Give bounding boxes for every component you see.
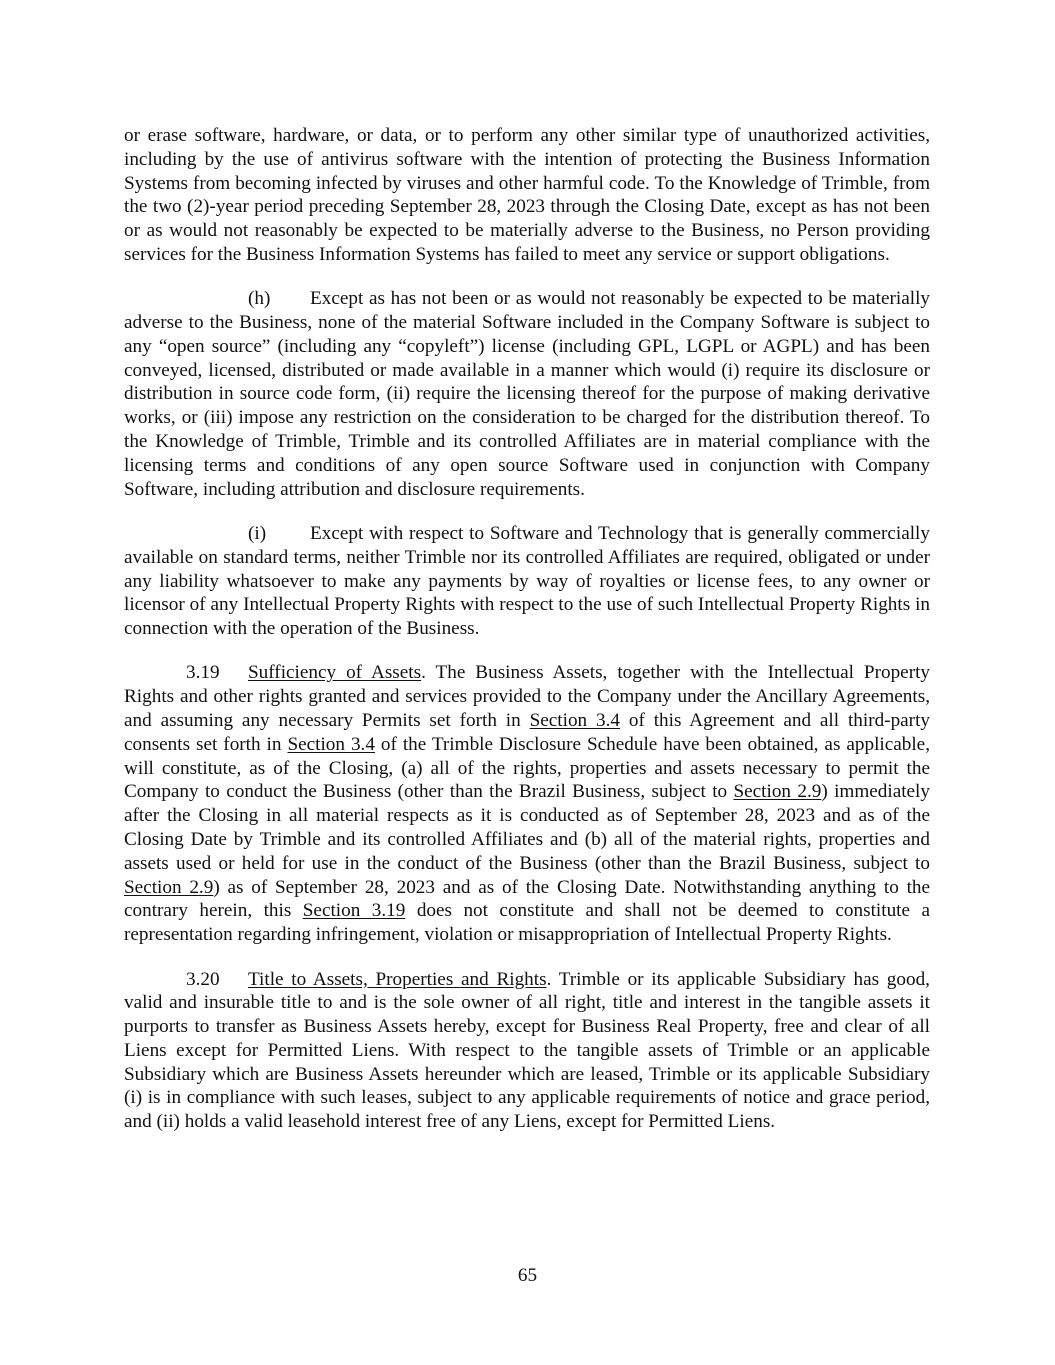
section-3-19-text-2: of this Agreement and all third-party consents set forth in (124, 710, 930, 755)
cross-reference-section-2-9[interactable]: Section 2.9 (733, 781, 822, 803)
section-3-20-text: . Trimble or its applicable Subsidiary has good, valid and insurable title to and is the sole owner of all right, title and interest in the tangible assets it purports to transfer as Business Assets hereby, except for Business Real Property, free and clear of all Liens except for Permitted Liens. With respect to the tangible assets of Trimble or an applicable Subsidiary which are Business Assets hereunder which are leased, Trimble or its applicable Subsidiary (i) is in compliance with such leases, subject to any applicable requirements of notice and grace period, and (ii) holds a valid leasehold interest free of any Liens, except for Permitted Liens. (124, 968, 930, 1133)
section-3-19-text-5: ) as of September 28, 2023 and as of the Closing Date. Notwithstanding anything to the contrary herein, this (124, 876, 931, 922)
cross-reference-section-3-19[interactable]: Section 3.19 (302, 900, 406, 922)
paragraph-g-continuation: or erase software, hardware, or data, or to perform any other similar type of unauthorized activities, including by the use of antivirus software with the intention of protecting the Business Information Systems from becoming infected by viruses and other harmful code. To the Knowledge of Trimble, from the two (2)-year period preceding September 28, 2023 through the Closing Date, except as has not been or as would not reasonably be expected to be materially adverse to the Business, no Person providing services for the Business Information Systems has failed to meet any service or support obligations. (124, 125, 930, 265)
section-3-20-number: 3.20 (186, 968, 220, 990)
paragraph-h (124, 287, 930, 501)
paragraph-i-text: Except with respect to Software and Technology that is generally commercially available on standard terms, neither Trimble nor its controlled Affiliates are required, obligated or under any liability whatsoever to make any payments by way of royalties or license fees, to any owner or licensor of any Intellectual Property Rights with respect to the use of such Intellectual Property Rights in connection with the operation of the Business. (124, 522, 930, 640)
section-3-19 (124, 661, 930, 947)
cross-reference-section-3-4-schedule[interactable]: Section 3.4 (287, 733, 375, 755)
paragraph-h-text: Except as has not been or as would not reasonably be expected to be materially adverse to the Business, none of the material Software included in the Company Software is subject to any “open source” (including any “copyleft”) license (including GPL, LGPL or AGPL) and has been conveyed, licensed, distributed or made available in a manner which would (i) require its disclosure or distribution in source code form, (ii) require the licensing thereof for the purpose of making derivative works, or (iii) impose any restriction on the consideration to be charged for the distribution thereof. To the Knowledge of Trimble, Trimble and its controlled Affiliates are in material compliance with the licensing terms and conditions of any open source Software used in conjunction with Company Software, including attribution and disclosure requirements. (124, 288, 930, 500)
page-number: 65 (517, 1265, 538, 1286)
section-3-19-heading: Sufficiency of Assets (248, 662, 422, 684)
section-3-19-text-4: ) immediately after the Closing in all material respects as it is conducted as of September 28, 2023 and as of the Closing Date by Trimble and its controlled Affiliates and (b) all of the material rights, properties and assets used or held for use in the conduct of the Business (other than the Brazil Business, subject to (124, 781, 930, 874)
paragraph-h-label: (h) (248, 288, 271, 310)
section-3-20 (124, 968, 930, 1135)
paragraph-i (124, 522, 930, 641)
section-3-19-number: 3.19 (186, 662, 220, 684)
cross-reference-section-2-9-second[interactable]: Section 2.9 (124, 876, 214, 898)
section-3-19-text-3: of the Trimble Disclosure Schedule have been obtained, as applicable, will constitute, as of the Closing, (a) all of the rights, properties and assets necessary to permit the Company to conduct the Business (other than the Brazil Business, subject to (124, 733, 930, 803)
document-body (124, 124, 930, 1155)
cross-reference-section-3-4[interactable]: Section 3.4 (529, 710, 620, 732)
section-3-19-text-1: . The Business Assets, together with the Intellectual Property Rights and other rights granted and services provided to the Company under the Ancillary Agreements, and assuming any necessary Permits set forth in (124, 662, 931, 732)
section-3-20-heading: Title to Assets, Properties and Rights (248, 968, 547, 990)
section-3-19-text-6: does not constitute and shall not be deemed to constitute a representation regarding infringement, violation or misappropriation of Intellectual Property Rights. (124, 900, 930, 946)
paragraph-i-label: (i) (248, 522, 267, 544)
